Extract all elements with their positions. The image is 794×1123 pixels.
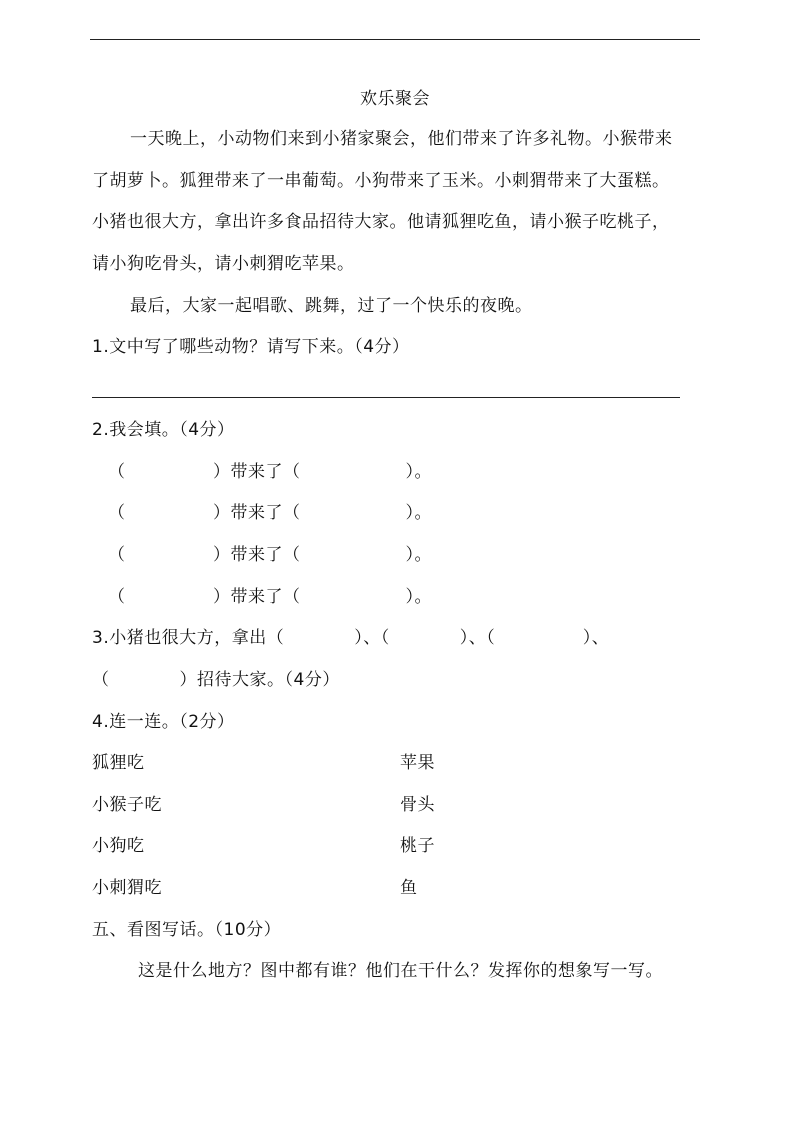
story-line-4: 请小狗吃骨头，请小刺猬吃苹果。 [92,254,355,274]
match-left-item: 小狗吃 [92,836,145,856]
question-1: 1.文中写了哪些动物？请写下来。（4分） [92,337,410,357]
match-right-item: 鱼 [400,878,418,898]
answer-line [92,397,680,398]
match-right-item: 苹果 [400,753,435,773]
story-line-3: 小猪也很大方，拿出许多食品招待大家。他请狐狸吃鱼，请小猴子吃桃子， [92,212,670,232]
story-line-5: 最后，大家一起唱歌、跳舞，过了一个快乐的夜晚。 [130,296,533,316]
question-3-line-1: 3.小猪也很大方，拿出（ ）、（ ）、（ ）、 [92,628,610,648]
match-left-item: 小猴子吃 [92,795,162,815]
fill-row: （ ）带来了（ ）。 [108,503,432,523]
story-line-2: 了胡萝卜。狐狸带来了一串葡萄。小狗带来了玉米。小刺猬带来了大蛋糕。 [92,171,670,191]
fill-row: （ ）带来了（ ）。 [108,587,432,607]
fill-row: （ ）带来了（ ）。 [108,545,432,565]
question-2: 2.我会填。（4分） [92,420,235,440]
header-rule [90,39,700,40]
question-5: 五、看图写话。（10分） [92,920,282,940]
match-right-item: 骨头 [400,795,435,815]
question-4: 4.连一连。（2分） [92,712,235,732]
match-right-item: 桃子 [400,836,435,856]
story-title: 欢乐聚会 [360,89,430,109]
writing-prompt: 这是什么地方？图中都有谁？他们在干什么？发挥你的想象写一写。 [138,961,663,981]
fill-row: （ ）带来了（ ）。 [108,462,432,482]
match-left-item: 狐狸吃 [92,753,145,773]
match-left-item: 小刺猬吃 [92,878,162,898]
question-3-line-2: （ ）招待大家。（4分） [92,670,340,690]
story-line-1: 一天晚上，小动物们来到小猪家聚会，他们带来了许多礼物。小猴带来 [130,129,673,149]
